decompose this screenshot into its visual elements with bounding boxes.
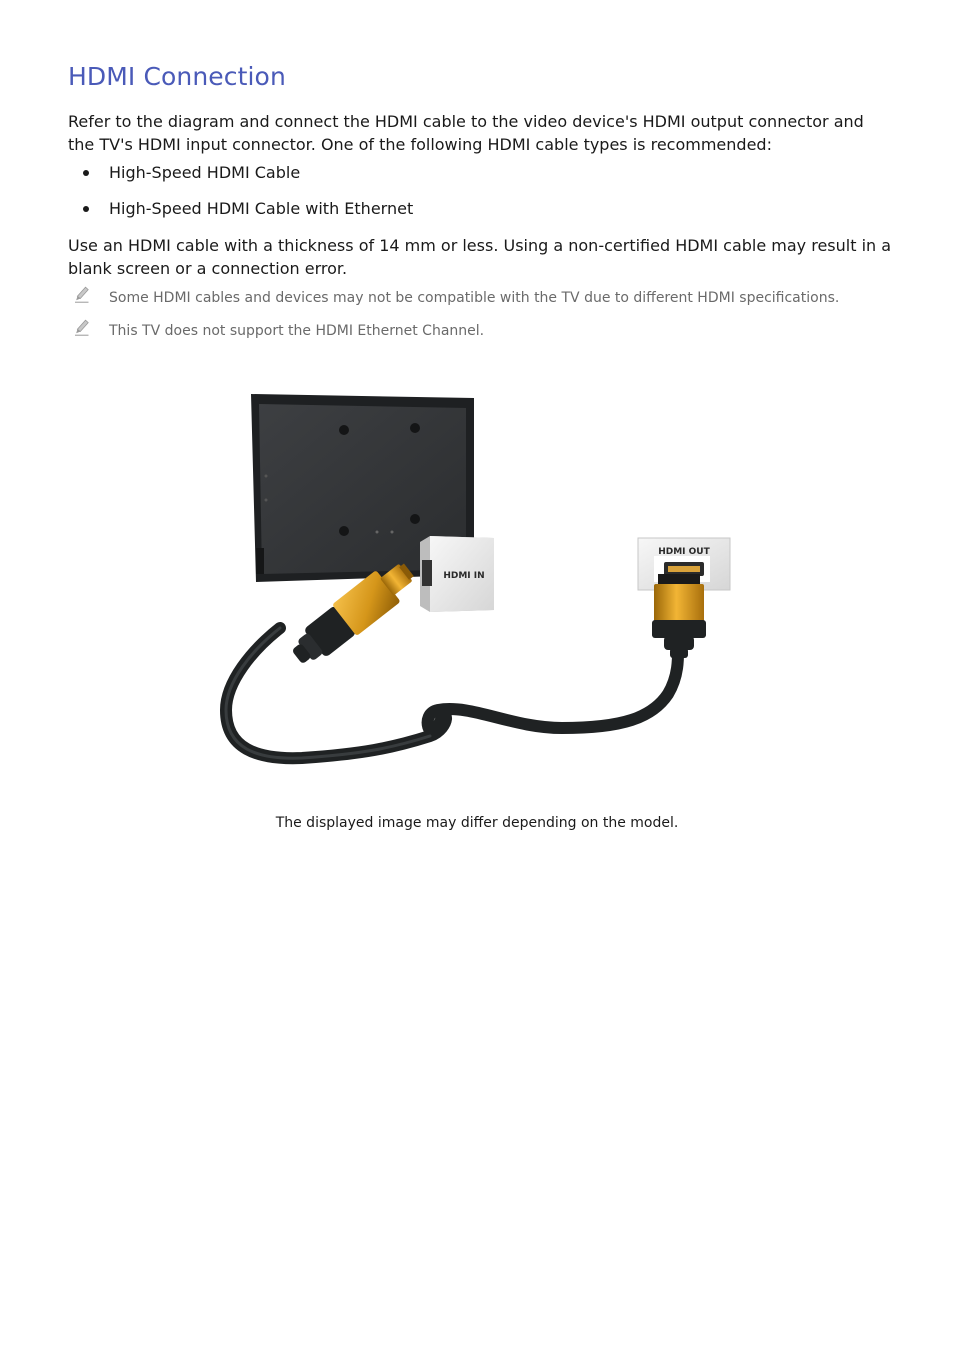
note-text: Some HDMI cables and devices may not be compatible with the TV due to different HDMI specifications. [109, 290, 840, 306]
hdmi-connector-right [652, 574, 706, 658]
bullet-icon [83, 206, 89, 212]
pencil-note-icon [74, 286, 90, 304]
hdmi-out-label: HDMI OUT [658, 547, 710, 557]
hdmi-cable [226, 628, 678, 758]
intro-paragraph: Refer to the diagram and connect the HDMI cable to the video device's HDMI output connector and the TV's HDMI input connector. One of the following HDMI cable types is recommended: [68, 112, 864, 154]
bullet-icon [83, 170, 89, 176]
list-item-text: High-Speed HDMI Cable [109, 163, 301, 182]
figure-caption: The displayed image may differ depending on the model. [275, 815, 679, 831]
hdmi-connection-diagram [212, 388, 746, 784]
thickness-paragraph: Use an HDMI cable with a thickness of 14 mm or less. Using a non-certified HDMI cable may result in a blank screen or a connection error. [68, 236, 892, 278]
section-title: HDMI Connection [68, 62, 286, 91]
hdmi-in-port [420, 536, 494, 612]
hdmi-in-label: HDMI IN [443, 571, 485, 581]
pencil-note-icon [74, 319, 90, 337]
note-text: This TV does not support the HDMI Ethernet Channel. [109, 323, 485, 339]
list-item-text: High-Speed HDMI Cable with Ethernet [109, 199, 414, 218]
